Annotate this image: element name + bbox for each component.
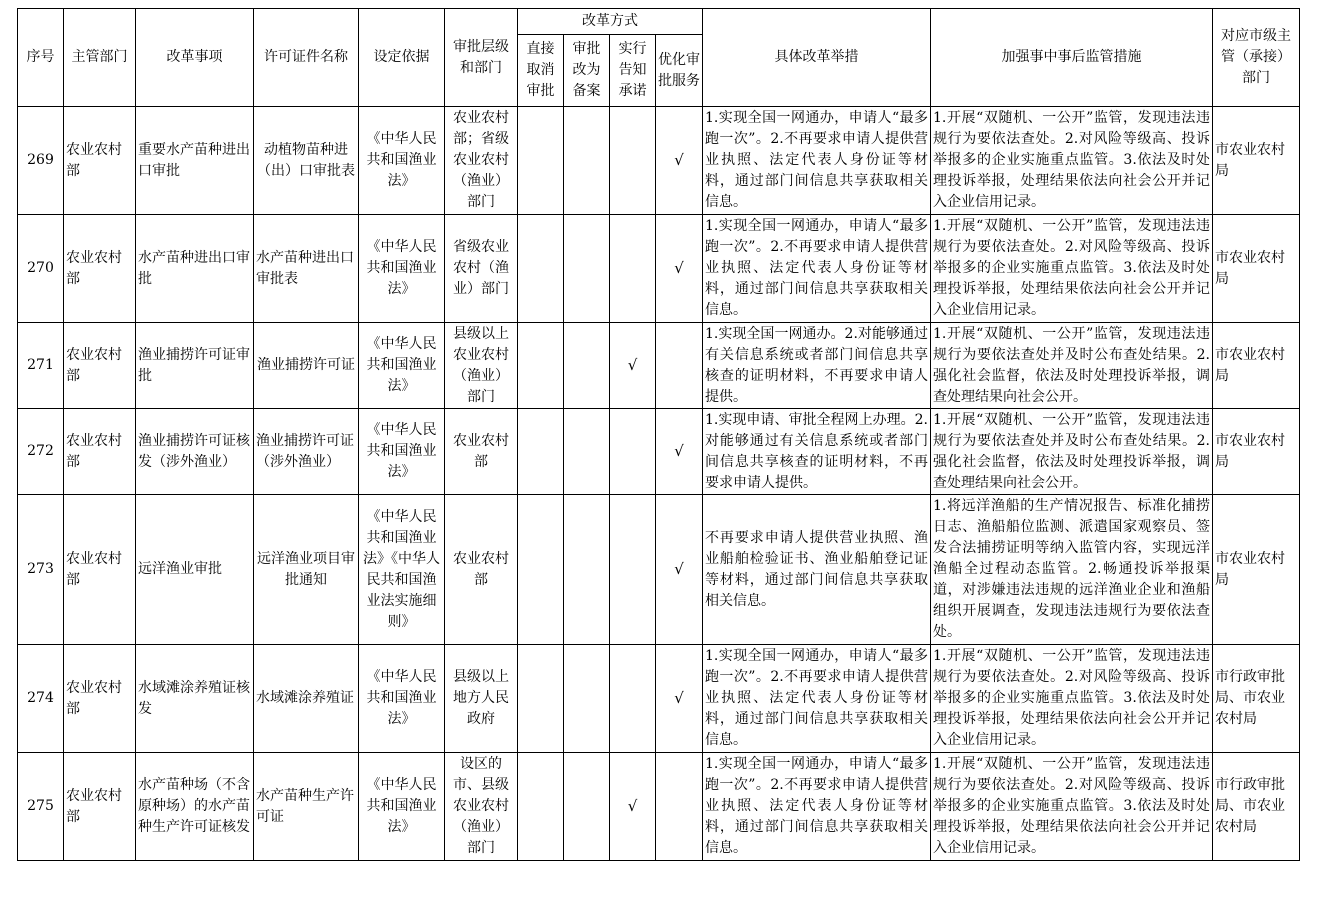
cell-city: 市行政审批局、市农业农村局 xyxy=(1213,645,1300,753)
cell-level: 省级农业农村（渔业）部门 xyxy=(445,215,518,323)
cell-city: 市农业农村局 xyxy=(1213,215,1300,323)
cell-dept: 农业农村部 xyxy=(64,323,136,409)
table-row xyxy=(18,107,1300,215)
cell-mode-commit xyxy=(610,645,656,753)
cell-measures: 不再要求申请人提供营业执照、渔业船舶检验证书、渔业船舶登记证等材料，通过部门间信息共享获取相关信息。 xyxy=(703,495,931,645)
cell-mode-cancel xyxy=(518,107,564,215)
cell-dept: 农业农村部 xyxy=(64,215,136,323)
cell-measures: 1.实现全国一网通办。2.对能够通过有关信息系统或者部门间信息共享核查的证明材料，不再要求申请人提供。 xyxy=(703,323,931,409)
cell-dept: 农业农村部 xyxy=(64,495,136,645)
cell-measures: 1.实现全国一网通办，申请人“最多跑一次”。2.不再要求申请人提供营业执照、法定代表人身份证等材料，通过部门间信息共享获取相关信息。 xyxy=(703,645,931,753)
cell-basis: 《中华人民共和国渔业法》 xyxy=(359,753,445,861)
header-mode-record: 审批改为备案 xyxy=(564,35,610,107)
cell-measures: 1.实现全国一网通办，申请人“最多跑一次”。2.不再要求申请人提供营业执照、法定代表人身份证等材料，通过部门间信息共享获取相关信息。 xyxy=(703,107,931,215)
cell-measures: 1.实现全国一网通办，申请人“最多跑一次”。2.不再要求申请人提供营业执照、法定代表人身份证等材料，通过部门间信息共享获取相关信息。 xyxy=(703,215,931,323)
header-supervision: 加强事中事后监管措施 xyxy=(931,9,1213,107)
cell-mode-record xyxy=(564,645,610,753)
header-seq: 序号 xyxy=(18,9,64,107)
cell-supervision: 1.开展“双随机、一公开”监管，发现违法违规行为要依法查处。2.对风险等级高、投诉举报多的企业实施重点监管。3.依法及时处理投诉举报，处理结果依法向社会公开并记入企业信用记录。 xyxy=(931,107,1213,215)
cell-mode-commit xyxy=(610,215,656,323)
cell-dept: 农业农村部 xyxy=(64,753,136,861)
cell-mode-commit xyxy=(610,409,656,495)
cell-seq: 269 xyxy=(18,107,64,215)
cell-seq: 271 xyxy=(18,323,64,409)
cell-mode-optimize: √ xyxy=(656,495,703,645)
cell-mode-optimize: √ xyxy=(656,409,703,495)
cell-level: 农业农村部 xyxy=(445,495,518,645)
cell-level: 设区的市、县级农业农村（渔业）部门 xyxy=(445,753,518,861)
cell-level: 县级以上农业农村（渔业）部门 xyxy=(445,323,518,409)
header-mode-cancel: 直接取消审批 xyxy=(518,35,564,107)
cell-mode-optimize: √ xyxy=(656,645,703,753)
cell-mode-record xyxy=(564,323,610,409)
cell-seq: 270 xyxy=(18,215,64,323)
cell-item: 水产苗种场（不含原种场）的水产苗种生产许可证核发 xyxy=(136,753,254,861)
header-city: 对应市级主管（承接）部门 xyxy=(1213,9,1300,107)
cell-basis: 《中华人民共和国渔业法》 xyxy=(359,409,445,495)
cell-mode-commit: √ xyxy=(610,323,656,409)
header-level: 审批层级和部门 xyxy=(445,9,518,107)
cell-mode-record xyxy=(564,107,610,215)
cell-supervision: 1.开展“双随机、一公开”监管，发现违法违规行为要依法查处并及时公布查处结果。2.强化社会监督，依法及时处理投诉举报，调查处理结果向社会公开。 xyxy=(931,323,1213,409)
cell-license: 渔业捕捞许可证（涉外渔业） xyxy=(254,409,359,495)
cell-mode-cancel xyxy=(518,645,564,753)
cell-basis: 《中华人民共和国渔业法》 xyxy=(359,215,445,323)
cell-mode-record xyxy=(564,753,610,861)
cell-mode-optimize: √ xyxy=(656,215,703,323)
cell-mode-optimize xyxy=(656,323,703,409)
cell-city: 市农业农村局 xyxy=(1213,409,1300,495)
cell-mode-cancel xyxy=(518,215,564,323)
cell-supervision: 1.开展“双随机、一公开”监管，发现违法违规行为要依法查处并及时公布查处结果。2.强化社会监督，依法及时处理投诉举报，调查处理结果向社会公开。 xyxy=(931,409,1213,495)
table-row xyxy=(18,215,1300,323)
cell-level: 农业农村部 xyxy=(445,409,518,495)
cell-seq: 274 xyxy=(18,645,64,753)
cell-license: 水产苗种生产许可证 xyxy=(254,753,359,861)
cell-mode-commit xyxy=(610,107,656,215)
cell-dept: 农业农村部 xyxy=(64,107,136,215)
cell-basis: 《中华人民共和国渔业法》 xyxy=(359,107,445,215)
cell-dept: 农业农村部 xyxy=(64,409,136,495)
cell-item: 水产苗种进出口审批 xyxy=(136,215,254,323)
cell-seq: 273 xyxy=(18,495,64,645)
cell-supervision: 1.开展“双随机、一公开”监管，发现违法违规行为要依法查处。2.对风险等级高、投诉举报多的企业实施重点监管。3.依法及时处理投诉举报，处理结果依法向社会公开并记入企业信用记录。 xyxy=(931,753,1213,861)
cell-mode-cancel xyxy=(518,753,564,861)
cell-mode-cancel xyxy=(518,323,564,409)
cell-city: 市农业农村局 xyxy=(1213,323,1300,409)
header-measures: 具体改革举措 xyxy=(703,9,931,107)
table-row xyxy=(18,323,1300,409)
cell-mode-record xyxy=(564,495,610,645)
cell-seq: 272 xyxy=(18,409,64,495)
cell-dept: 农业农村部 xyxy=(64,645,136,753)
cell-item: 重要水产苗种进出口审批 xyxy=(136,107,254,215)
cell-measures: 1.实现申请、审批全程网上办理。2.对能够通过有关信息系统或者部门间信息共享核查的证明材料，不再要求申请人提供。 xyxy=(703,409,931,495)
cell-mode-record xyxy=(564,409,610,495)
cell-city: 市农业农村局 xyxy=(1213,107,1300,215)
header-basis: 设定依据 xyxy=(359,9,445,107)
cell-seq: 275 xyxy=(18,753,64,861)
reform-items-table xyxy=(17,8,1300,861)
cell-license: 远洋渔业项目审批通知 xyxy=(254,495,359,645)
header-item: 改革事项 xyxy=(136,9,254,107)
table-row xyxy=(18,645,1300,753)
cell-license: 水域滩涂养殖证 xyxy=(254,645,359,753)
table-row xyxy=(18,409,1300,495)
cell-basis: 《中华人民共和国渔业法》 xyxy=(359,323,445,409)
cell-basis: 《中华人民共和国渔业法》《中华人民共和国渔业法实施细则》 xyxy=(359,495,445,645)
cell-mode-commit: √ xyxy=(610,753,656,861)
cell-level: 县级以上地方人民政府 xyxy=(445,645,518,753)
header-mode-commit: 实行告知承诺 xyxy=(610,35,656,107)
header-license: 许可证件名称 xyxy=(254,9,359,107)
header-dept: 主管部门 xyxy=(64,9,136,107)
cell-item: 水域滩涂养殖证核发 xyxy=(136,645,254,753)
cell-mode-commit xyxy=(610,495,656,645)
cell-supervision: 1.开展“双随机、一公开”监管，发现违法违规行为要依法查处。2.对风险等级高、投诉举报多的企业实施重点监管。3.依法及时处理投诉举报，处理结果依法向社会公开并记入企业信用记录。 xyxy=(931,645,1213,753)
cell-mode-optimize: √ xyxy=(656,107,703,215)
header-mode-optimize: 优化审批服务 xyxy=(656,35,703,107)
cell-supervision: 1.将远洋渔船的生产情况报告、标准化捕捞日志、渔船船位监测、派遣国家观察员、签发合法捕捞证明等纳入监管内容，实现远洋渔船全过程动态监管。2.畅通投诉举报渠道，对涉嫌违法违规的远洋渔业企业和渔船组织开展调查，发现违法违规行为要依法查处。 xyxy=(931,495,1213,645)
cell-city: 市行政审批局、市农业农村局 xyxy=(1213,753,1300,861)
cell-mode-cancel xyxy=(518,409,564,495)
cell-item: 远洋渔业审批 xyxy=(136,495,254,645)
cell-license: 动植物苗种进（出）口审批表 xyxy=(254,107,359,215)
cell-level: 农业农村部；省级农业农村（渔业）部门 xyxy=(445,107,518,215)
table-row xyxy=(18,495,1300,645)
cell-city: 市农业农村局 xyxy=(1213,495,1300,645)
cell-item: 渔业捕捞许可证核发（涉外渔业） xyxy=(136,409,254,495)
cell-mode-cancel xyxy=(518,495,564,645)
cell-license: 水产苗种进出口审批表 xyxy=(254,215,359,323)
cell-basis: 《中华人民共和国渔业法》 xyxy=(359,645,445,753)
cell-measures: 1.实现全国一网通办，申请人“最多跑一次”。2.不再要求申请人提供营业执照、法定代表人身份证等材料，通过部门间信息共享获取相关信息。 xyxy=(703,753,931,861)
cell-supervision: 1.开展“双随机、一公开”监管，发现违法违规行为要依法查处。2.对风险等级高、投诉举报多的企业实施重点监管。3.依法及时处理投诉举报，处理结果依法向社会公开并记入企业信用记录。 xyxy=(931,215,1213,323)
header-mode-group: 改革方式 xyxy=(518,9,703,35)
table-row xyxy=(18,753,1300,861)
cell-mode-record xyxy=(564,215,610,323)
cell-item: 渔业捕捞许可证审批 xyxy=(136,323,254,409)
cell-license: 渔业捕捞许可证 xyxy=(254,323,359,409)
cell-mode-optimize xyxy=(656,753,703,861)
